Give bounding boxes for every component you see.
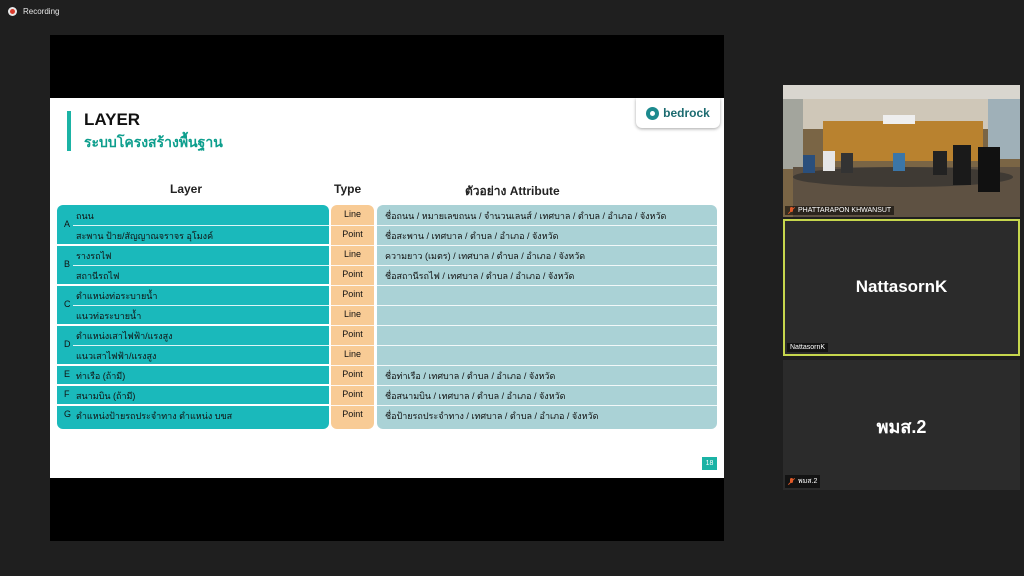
logo-text: bedrock — [663, 106, 710, 120]
header-layer: Layer — [170, 182, 203, 196]
participant-name-tag — [785, 475, 820, 488]
type-cell: Point — [342, 329, 363, 339]
attribute-cell: ความยาว (เมตร) / เทศบาล / ตำบล / อำเภอ / จังหวัด — [385, 251, 586, 261]
participant-name-tag — [785, 206, 894, 215]
recording-indicator — [8, 7, 59, 16]
type-cell: Point — [342, 289, 363, 299]
bedrock-logo — [636, 98, 720, 128]
layer-name-cell: ตำแหน่งป้ายรถประจำทาง ตำแหน่ง บขส — [76, 411, 233, 421]
participant-name: NattasornK — [790, 344, 826, 351]
group-divider — [57, 284, 329, 286]
participant-name: PHATTARAPON KHWANSUT — [798, 207, 892, 214]
type-cell: Line — [343, 209, 361, 219]
layer-name-cell: แนวเสาไฟฟ้า/แรงสูง — [76, 351, 157, 361]
type-cell: Point — [342, 229, 363, 239]
layer-name-cell: สถานีรถไฟ — [76, 271, 120, 281]
group-divider — [57, 324, 329, 326]
type-cell: Point — [342, 269, 363, 279]
presentation-slide — [50, 98, 724, 478]
page-number: 18 — [702, 457, 717, 470]
participant-video-tile[interactable] — [783, 85, 1020, 217]
group-letter: A — [64, 219, 71, 229]
title-accent-bar — [67, 111, 71, 151]
row-divider — [73, 345, 329, 346]
participant-name: พมส.2 — [798, 478, 818, 485]
type-cell: Line — [343, 309, 361, 319]
attribute-cell: ชื่อป้ายรถประจำทาง / เทศบาล / ตำบล / อำเภอ / จังหวัด — [385, 411, 599, 421]
meeting-room-video — [783, 85, 1020, 217]
group-divider — [57, 364, 329, 366]
layer-name-cell: สนามบิน (ถ้ามี) — [76, 391, 136, 401]
row-divider — [73, 265, 329, 266]
mic-muted-icon — [788, 478, 795, 485]
row-divider — [73, 225, 329, 226]
group-divider — [57, 384, 329, 386]
slide-subtitle: ระบบโครงสร้างพื้นฐาน — [84, 134, 223, 150]
mic-muted-icon — [788, 207, 795, 214]
participant-name-tag — [787, 343, 828, 352]
layer-name-cell: ถนน — [76, 211, 94, 221]
row-divider — [73, 305, 329, 306]
type-cell: Point — [342, 369, 363, 379]
attribute-cell: ชื่อสถานีรถไฟ / เทศบาล / ตำบล / อำเภอ / จังหวัด — [385, 271, 575, 281]
attribute-cell: ชื่อสนามบิน / เทศบาล / ตำบล / อำเภอ / จังหวัด — [385, 391, 566, 401]
layer-name-cell: ตำแหน่งท่อระบายน้ำ — [76, 291, 158, 301]
group-letter: F — [64, 389, 70, 399]
participant-tile-active-speaker[interactable] — [783, 219, 1020, 356]
group-letter: D — [64, 339, 71, 349]
type-cell: Line — [343, 249, 361, 259]
layer-name-cell: แนวท่อระบายน้ำ — [76, 311, 142, 321]
layer-name-cell: ท่าเรือ (ถ้ามี) — [76, 371, 126, 381]
header-type: Type — [334, 182, 362, 196]
group-letter: B — [64, 259, 71, 269]
attribute-cell: ชื่อสะพาน / เทศบาล / ตำบล / อำเภอ / จังหวัด — [385, 231, 559, 241]
attribute-cell: ชื่อท่าเรือ / เทศบาล / ตำบล / อำเภอ / จังหวัด — [385, 371, 556, 381]
type-cell: Line — [343, 349, 361, 359]
group-divider — [57, 244, 329, 246]
participant-tile[interactable] — [783, 360, 1020, 490]
attribute-cell: ชื่อถนน / หมายเลขถนน / จำนวนเลนส์ / เทศบาล / ตำบล / อำเภอ / จังหวัด — [385, 211, 667, 221]
group-divider — [57, 404, 329, 406]
bedrock-logo-icon — [646, 107, 659, 120]
layer-name-cell: ตำแหน่งเสาไฟฟ้า/แรงสูง — [76, 331, 173, 341]
layer-name-cell: สะพาน ป้าย/สัญญาณจราจร อุโมงค์ — [76, 231, 214, 241]
layer-name-cell: รางรถไฟ — [76, 251, 112, 261]
group-letter: E — [64, 369, 71, 379]
recording-label: Recording — [23, 7, 60, 16]
group-letter: C — [64, 299, 71, 309]
header-attribute: ตัวอย่าง Attribute — [465, 184, 560, 198]
group-letter: G — [64, 409, 72, 419]
participant-display-name: NattasornK — [855, 277, 948, 296]
recording-icon — [8, 7, 17, 16]
participant-display-name: พมส.2 — [876, 417, 927, 437]
slide-title: LAYER — [84, 110, 141, 129]
type-cell: Point — [342, 389, 363, 399]
type-cell: Point — [342, 409, 363, 419]
